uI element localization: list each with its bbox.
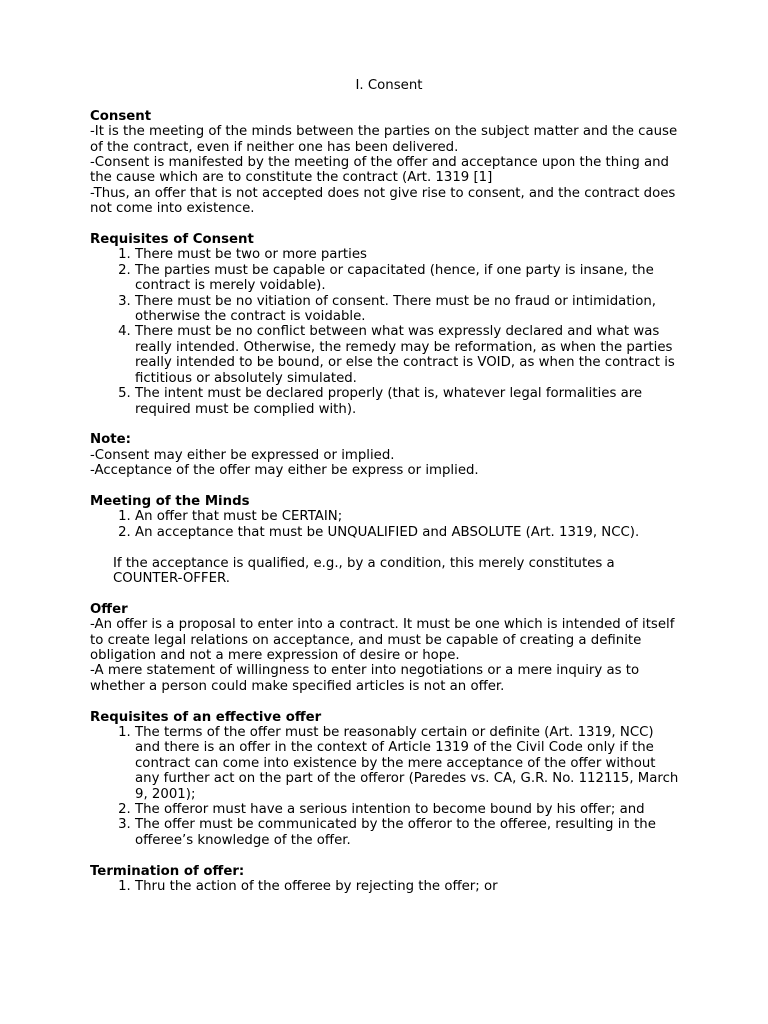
section-requisites-offer xyxy=(90,710,682,849)
requisites-offer-heading: Requisites of an effective offer xyxy=(90,709,322,725)
list-item: 1. The terms of the offer must be reasonably certain or definite (Art. 1319, NCC) and there is an offer in the context of Article 1319 of the Civil Code only if the contract can come into existence by the mere acceptance of the offer without any further act on the part of the offeror (Paredes vs. CA, G.R. No. 112115, March 9, 2001); xyxy=(135,725,682,802)
meeting-note: If the acceptance is qualified, e.g., by a condition, this merely constitutes a COUNTER-OFFER. xyxy=(113,555,615,586)
requisites-offer-list xyxy=(90,725,682,848)
section-termination xyxy=(90,864,682,895)
note-paragraph: -Acceptance of the offer may either be express or implied. xyxy=(90,463,479,479)
requisites-consent-heading: Requisites of Consent xyxy=(90,232,254,248)
spacer xyxy=(90,848,682,863)
offer-heading: Offer xyxy=(90,601,128,617)
section-offer xyxy=(90,602,682,694)
document-page xyxy=(90,78,682,894)
spacer xyxy=(90,586,682,601)
note-paragraph: -Consent may either be expressed or implied. xyxy=(90,447,395,463)
list-item: 4. There must be no conflict between what was expressly declared and what was really intended. Otherwise, the remedy may be reformation, as when the parties really intended to be bound, or else the contract is VOID, as when the contract is fictitious or absolutely simulated. xyxy=(135,324,682,386)
offer-paragraph: -A mere statement of willingness to enter into negotiations or a mere inquiry as to whether a person could make specified articles is not an offer. xyxy=(90,663,640,694)
list-item: 1. There must be two or more parties xyxy=(135,247,682,262)
termination-list xyxy=(90,879,682,894)
spacer xyxy=(90,540,682,555)
section-note xyxy=(90,432,682,478)
list-item: 3. The offer must be communicated by the offeror to the offeree, resulting in the offeree’s knowledge of the offer. xyxy=(135,817,682,848)
consent-paragraph: -It is the meeting of the minds between the parties on the subject matter and the cause of the contract, even if neither one has been delivered. xyxy=(90,124,678,155)
section-meeting-of-minds xyxy=(90,494,682,586)
list-item: 2. The parties must be capable or capacitated (hence, if one party is insane, the contract is merely voidable). xyxy=(135,263,682,294)
document-title: I. Consent xyxy=(355,78,423,93)
meeting-list xyxy=(90,509,682,540)
list-item: 2. The offeror must have a serious intention to become bound by his offer; and xyxy=(135,802,682,817)
list-item: 3. There must be no vitiation of consent. There must be no fraud or intimidation, otherwise the contract is voidable. xyxy=(135,294,682,325)
consent-paragraph: -Thus, an offer that is not accepted does not give rise to consent, and the contract does not come into existence. xyxy=(90,185,676,217)
consent-paragraph: -Consent is manifested by the meeting of the offer and acceptance upon the thing and the cause which are to constitute the contract (Art. 1319 [1] xyxy=(90,155,669,186)
list-item: 1. Thru the action of the offeree by rejecting the offer; or xyxy=(135,879,682,894)
section-requisites-consent xyxy=(90,232,682,417)
list-item: 2. An acceptance that must be UNQUALIFIED and ABSOLUTE (Art. 1319, NCC). xyxy=(135,525,682,540)
consent-heading: Consent xyxy=(90,108,152,124)
note-heading: Note: xyxy=(90,432,131,448)
offer-paragraph: -An offer is a proposal to enter into a contract. It must be one which is intended of itself to create legal relations on acceptance, and must be capable of creating a definite obligation and not a mere expression of desire or hope. xyxy=(90,617,675,663)
meeting-heading: Meeting of the Minds xyxy=(90,493,250,509)
requisites-consent-list xyxy=(90,247,682,416)
termination-heading: Termination of offer: xyxy=(90,863,245,879)
section-consent xyxy=(90,109,682,217)
list-item: 1. An offer that must be CERTAIN; xyxy=(135,509,682,524)
spacer xyxy=(90,417,682,432)
spacer xyxy=(90,217,682,232)
list-item: 5. The intent must be declared properly (that is, whatever legal formalities are required must be complied with). xyxy=(135,386,682,417)
spacer xyxy=(90,694,682,709)
spacer xyxy=(90,479,682,494)
